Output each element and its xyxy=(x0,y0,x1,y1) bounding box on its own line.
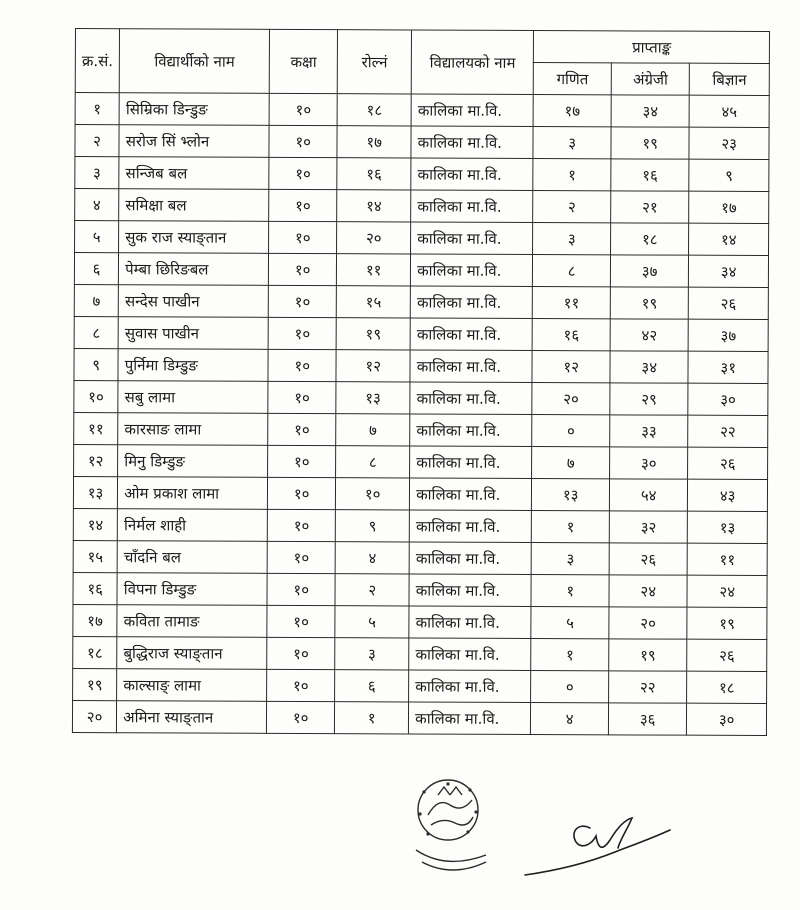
cell-english: २४ xyxy=(609,575,687,607)
cell-school: कालिका मा.वि. xyxy=(411,158,533,191)
cell-roll: ५ xyxy=(335,606,409,638)
cell-science: २६ xyxy=(688,287,768,319)
cell-serial: ७ xyxy=(74,284,118,316)
cell-class: १० xyxy=(267,637,335,669)
cell-student-name: अमिना स्याङ्तान xyxy=(117,701,267,734)
cell-science: १९ xyxy=(687,607,767,639)
cell-student-name: चाँदनि बल xyxy=(117,541,267,574)
cell-english: ३६ xyxy=(609,703,687,735)
cell-class: १० xyxy=(269,221,337,253)
cell-roll: ९ xyxy=(335,510,409,542)
cell-serial: ८ xyxy=(74,316,118,348)
header-row-main xyxy=(75,29,769,64)
office-seal-stamp xyxy=(398,770,513,890)
cell-student-name: सबु लामा xyxy=(118,381,268,414)
cell-student-name: मिनु डिम्डुङ xyxy=(118,445,268,478)
cell-school: कालिका मा.वि. xyxy=(410,382,532,415)
cell-math: ३ xyxy=(533,222,611,254)
cell-english: २२ xyxy=(609,671,687,703)
cell-school: कालिका मा.वि. xyxy=(409,638,531,671)
cell-math: १२ xyxy=(532,350,610,382)
cell-science: ४३ xyxy=(688,479,768,511)
cell-school: कालिका मा.वि. xyxy=(411,222,533,255)
header-marks-group: प्राप्ताङ्क xyxy=(534,31,770,64)
table-row xyxy=(75,125,769,160)
cell-school: कालिका मा.वि. xyxy=(411,126,533,159)
cell-serial: ४ xyxy=(75,189,119,221)
table-row xyxy=(74,380,768,415)
cell-english: १९ xyxy=(609,639,687,671)
cell-math: १ xyxy=(531,638,609,670)
cell-serial: १७ xyxy=(73,604,117,636)
cell-roll: १२ xyxy=(336,350,410,382)
header-roll: रोल्नं xyxy=(337,30,411,94)
header-science: बिज्ञान xyxy=(689,63,769,95)
cell-english: ३७ xyxy=(611,255,689,287)
cell-english: १६ xyxy=(611,159,689,191)
table-row xyxy=(74,316,768,351)
cell-math: ८ xyxy=(533,254,611,286)
cell-science: २६ xyxy=(688,447,768,479)
cell-serial: ९ xyxy=(74,348,118,380)
cell-roll: ११ xyxy=(337,254,411,286)
table-row xyxy=(75,189,769,224)
cell-student-name: सन्जिब बल xyxy=(119,157,269,190)
cell-school: कालिका मा.वि. xyxy=(410,350,532,383)
cell-school: कालिका मा.वि. xyxy=(409,574,531,607)
table-row xyxy=(74,412,768,447)
cell-school: कालिका मा.वि. xyxy=(409,606,531,639)
cell-math: १ xyxy=(531,510,609,542)
table-row xyxy=(73,636,767,671)
cell-roll: १८ xyxy=(337,94,411,126)
table-row xyxy=(74,444,768,479)
cell-math: ० xyxy=(532,414,610,446)
cell-class: १० xyxy=(267,701,335,733)
cell-serial: १२ xyxy=(74,444,118,476)
cell-roll: १ xyxy=(335,702,409,734)
cell-roll: २० xyxy=(337,222,411,254)
cell-student-name: सुक राज स्याङ्तान xyxy=(119,221,269,254)
table-row xyxy=(73,668,767,703)
cell-student-name: ओम प्रकाश लामा xyxy=(118,477,268,510)
cell-school: कालिका मा.वि. xyxy=(411,254,533,287)
cell-roll: ४ xyxy=(335,542,409,574)
cell-serial: १६ xyxy=(73,572,117,604)
cell-class: १० xyxy=(268,349,336,381)
cell-science: २३ xyxy=(689,127,769,159)
cell-school: कालिका मा.वि. xyxy=(410,414,532,447)
cell-serial: १ xyxy=(75,93,119,125)
cell-class: १० xyxy=(267,605,335,637)
cell-math: ७ xyxy=(532,446,610,478)
table-row xyxy=(73,476,767,511)
cell-school: कालिका मा.वि. xyxy=(411,94,533,127)
cell-school: कालिका मा.वि. xyxy=(410,478,532,511)
cell-math: ० xyxy=(531,670,609,702)
cell-student-name: काल्साङ् लामा xyxy=(117,669,267,702)
table-body xyxy=(72,93,769,736)
table-row xyxy=(75,157,769,192)
cell-student-name: कारसाङ लामा xyxy=(118,413,268,446)
cell-class: १० xyxy=(267,509,335,541)
cell-science: ११ xyxy=(687,543,767,575)
table-row xyxy=(73,540,767,575)
cell-roll: १३ xyxy=(336,382,410,414)
cell-class: १० xyxy=(268,381,336,413)
table-row xyxy=(74,348,768,383)
cell-student-name: सन्देस पाखीन xyxy=(118,285,268,318)
cell-math: ४ xyxy=(531,702,609,734)
cell-class: १० xyxy=(268,285,336,317)
table-row xyxy=(73,508,767,543)
cell-math: १३ xyxy=(532,478,610,510)
cell-student-name: समिक्षा बल xyxy=(119,189,269,222)
cell-roll: ६ xyxy=(335,670,409,702)
cell-class: १० xyxy=(267,669,335,701)
cell-science: १३ xyxy=(687,511,767,543)
cell-math: २० xyxy=(532,382,610,414)
cell-serial: ३ xyxy=(75,157,119,189)
cell-serial: १५ xyxy=(73,540,117,572)
table-row xyxy=(74,284,768,319)
cell-class: १० xyxy=(269,157,337,189)
cell-science: २६ xyxy=(687,639,767,671)
cell-student-name: सिम्रिका डिन्डुङ xyxy=(119,93,269,126)
cell-class: १० xyxy=(269,253,337,285)
cell-english: ३४ xyxy=(611,95,689,127)
cell-school: कालिका मा.वि. xyxy=(409,510,531,543)
cell-roll: १९ xyxy=(336,318,410,350)
cell-science: ३१ xyxy=(688,351,768,383)
cell-student-name: कविता तामाङ xyxy=(117,605,267,638)
header-english: अंग्रेजी xyxy=(611,63,689,95)
header-serial: क्र.सं. xyxy=(75,29,119,93)
cell-student-name: बुद्धिराज स्याङ्तान xyxy=(117,637,267,670)
cell-serial: १४ xyxy=(73,508,117,540)
cell-school: कालिका मा.वि. xyxy=(409,670,531,703)
cell-student-name: सरोज सिं भ्लोन xyxy=(119,125,269,158)
cell-serial: १३ xyxy=(73,476,117,508)
cell-school: कालिका मा.वि. xyxy=(410,318,532,351)
handwritten-signature xyxy=(520,800,680,900)
table-row xyxy=(75,221,769,256)
cell-school: कालिका मा.वि. xyxy=(409,702,531,735)
cell-math: २ xyxy=(533,190,611,222)
cell-math: १ xyxy=(531,574,609,606)
cell-school: कालिका मा.वि. xyxy=(410,286,532,319)
cell-roll: १४ xyxy=(337,190,411,222)
cell-english: ३० xyxy=(610,447,688,479)
cell-science: २२ xyxy=(688,415,768,447)
cell-math: १६ xyxy=(532,318,610,350)
cell-english: २१ xyxy=(611,191,689,223)
cell-science: ३४ xyxy=(689,255,769,287)
cell-english: २६ xyxy=(609,543,687,575)
cell-roll: ७ xyxy=(336,414,410,446)
table-row xyxy=(74,253,768,288)
cell-serial: २ xyxy=(75,125,119,157)
cell-english: ३२ xyxy=(609,511,687,543)
cell-class: १० xyxy=(269,189,337,221)
table-row xyxy=(73,604,767,639)
cell-school: कालिका मा.वि. xyxy=(411,190,533,223)
cell-school: कालिका मा.वि. xyxy=(409,542,531,575)
cell-english: १९ xyxy=(611,127,689,159)
cell-roll: ३ xyxy=(335,638,409,670)
cell-science: १८ xyxy=(687,671,767,703)
cell-science: ३७ xyxy=(688,319,768,351)
cell-student-name: पुर्निमा डिम्डुङ xyxy=(118,349,268,382)
cell-english: १८ xyxy=(611,223,689,255)
cell-class: १० xyxy=(268,445,336,477)
cell-student-name: निर्मल शाही xyxy=(117,509,267,542)
header-school: विद्यालयको नाम xyxy=(411,30,533,95)
cell-class: १० xyxy=(268,317,336,349)
header-class: कक्षा xyxy=(269,29,337,93)
cell-roll: १५ xyxy=(336,286,410,318)
cell-roll: ८ xyxy=(336,446,410,478)
table-row xyxy=(73,572,767,607)
cell-school: कालिका मा.वि. xyxy=(410,446,532,479)
table-row xyxy=(72,700,766,735)
cell-math: १ xyxy=(533,159,611,191)
cell-class: १० xyxy=(267,573,335,605)
cell-math: ३ xyxy=(531,542,609,574)
cell-english: २० xyxy=(609,607,687,639)
cell-class: १० xyxy=(269,125,337,157)
cell-serial: ५ xyxy=(75,221,119,253)
cell-science: ३० xyxy=(688,383,768,415)
cell-english: १९ xyxy=(610,287,688,319)
marks-table xyxy=(72,28,770,736)
cell-roll: २ xyxy=(335,574,409,606)
cell-student-name: विपना डिम्डुङ xyxy=(117,573,267,606)
cell-roll: १७ xyxy=(337,126,411,158)
cell-serial: ६ xyxy=(74,253,118,285)
cell-student-name: पेम्बा छिरिङबल xyxy=(119,253,269,286)
cell-class: १० xyxy=(267,541,335,573)
cell-science: ९ xyxy=(689,159,769,191)
table-row xyxy=(75,93,769,128)
header-student-name: विद्यार्थीको नाम xyxy=(119,29,269,94)
header-math: गणित xyxy=(533,63,611,95)
cell-english: २९ xyxy=(610,383,688,415)
cell-serial: १८ xyxy=(73,636,117,668)
cell-science: ३० xyxy=(687,703,767,735)
cell-serial: २० xyxy=(72,700,116,732)
cell-serial: ११ xyxy=(74,412,118,444)
cell-english: ३३ xyxy=(610,415,688,447)
cell-science: १७ xyxy=(689,191,769,223)
cell-class: १० xyxy=(268,477,336,509)
cell-science: २४ xyxy=(687,575,767,607)
cell-math: ५ xyxy=(531,606,609,638)
cell-serial: १० xyxy=(74,380,118,412)
cell-math: ११ xyxy=(532,286,610,318)
cell-english: ५४ xyxy=(610,479,688,511)
cell-science: १४ xyxy=(689,223,769,255)
cell-class: १० xyxy=(269,93,337,125)
cell-science: ४५ xyxy=(689,95,769,127)
cell-math: ३ xyxy=(533,127,611,159)
cell-english: ३४ xyxy=(610,351,688,383)
cell-student-name: सुवास पाखीन xyxy=(118,317,268,350)
cell-roll: १० xyxy=(336,478,410,510)
cell-math: १७ xyxy=(533,95,611,127)
cell-english: ४२ xyxy=(610,319,688,351)
cell-roll: १६ xyxy=(337,158,411,190)
cell-serial: १९ xyxy=(73,668,117,700)
cell-class: १० xyxy=(268,413,336,445)
